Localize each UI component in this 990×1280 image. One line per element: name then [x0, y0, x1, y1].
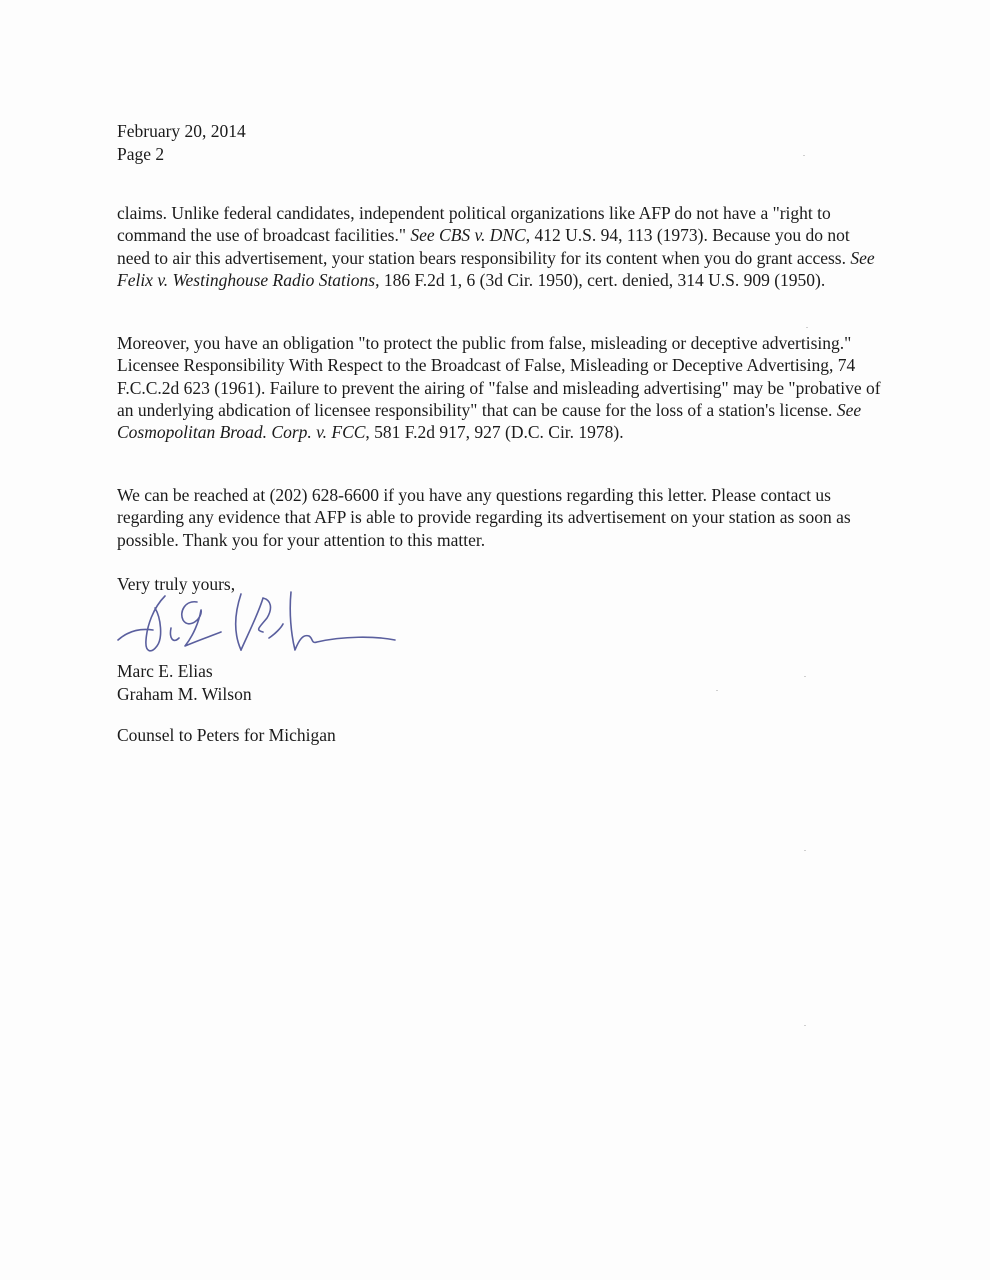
paragraph-obligation	[117, 332, 887, 443]
counsel-line: Counsel to Peters for Michigan	[117, 725, 336, 745]
scan-speck	[804, 850, 806, 851]
case-citation: See Felix v. Westinghouse Radio Stations	[117, 247, 875, 290]
case-citation: See CBS v. DNC	[410, 225, 526, 246]
text-run: Moreover, you have an obligation "to protect the public from false, misleading or deceptive advertising." Licensee Responsibility With Respect to the Broadcast of False, Misleading or Deceptive Advertising, 74 F.C.C.2d 623 (1961). Failure to prevent the airing of "false and misleading advertising" may be "probative of an underlying abdication of licensee responsibility" that can be cause for the loss of a station's license.	[117, 333, 881, 420]
paragraph-broadcast-access	[117, 202, 887, 291]
scan-speck	[803, 155, 805, 156]
closing-salutation: Very truly yours,	[117, 574, 236, 594]
scan-speck	[806, 327, 808, 328]
case-citation: See Cosmopolitan Broad. Corp. v. FCC	[117, 399, 862, 443]
text-run: , 412 U.S. 94, 113 (1973). Because you do not need to air this advertisement, your station bears responsibility for its content when you do grant access.	[117, 225, 851, 268]
signer-names	[117, 660, 252, 706]
handwritten-signature	[113, 588, 403, 660]
text-run: claims. Unlike federal candidates, independent political organizations like AFP do not have a "right to command the use of broadcast facilities."	[117, 203, 831, 246]
letter-header	[117, 120, 897, 166]
text-run: , 581 F.2d 917, 927 (D.C. Cir. 1978).	[365, 422, 624, 443]
text-run: , 186 F.2d 1, 6 (3d Cir. 1950), cert. denied, 314 U.S. 909 (1950).	[375, 269, 826, 290]
letter-date: February 20, 2014	[117, 121, 246, 141]
scan-speck	[804, 1025, 806, 1026]
paragraph-contact: We can be reached at (202) 628-6600 if you have any questions regarding this letter. Please contact us regarding any evidence that AFP is able to provide regarding its advertisement on your station as soon as possible. Thank you for your attention to this matter.	[117, 485, 851, 550]
signer-name: Marc E. Elias	[117, 661, 213, 681]
page-number: Page 2	[117, 144, 165, 164]
scan-speck	[804, 676, 806, 677]
scan-speck	[716, 690, 718, 691]
signer-name: Graham M. Wilson	[117, 684, 252, 704]
letter-page	[117, 120, 897, 745]
